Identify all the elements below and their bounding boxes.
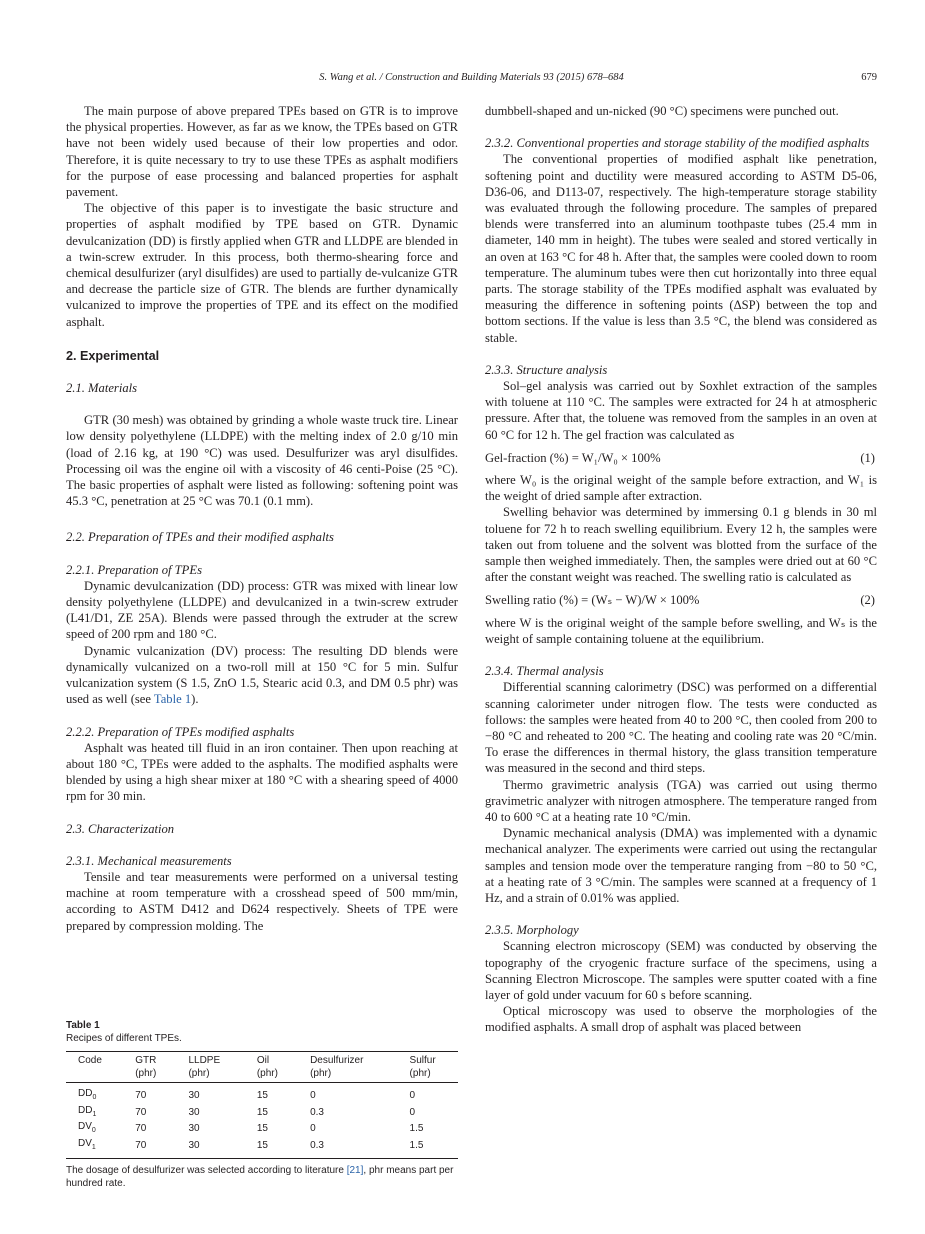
table-cell: 30	[188, 1123, 200, 1134]
table-cell: 1.5	[409, 1139, 424, 1151]
section-2-1-heading: 2.1. Materials	[66, 381, 138, 396]
table-cell: 15	[256, 1123, 268, 1134]
table-row	[66, 1083, 458, 1105]
section-2-3-5-heading: 2.3.5. Morphology	[485, 923, 579, 938]
table-header-cell	[398, 1052, 458, 1083]
header-label: Sulfur	[409, 1055, 436, 1066]
equation-2-text: Swelling ratio (%) = (Wₛ − W)/W × 100%	[485, 593, 700, 608]
table-1-footnote	[66, 1164, 458, 1190]
section-2-3-heading: 2.3. Characterization	[66, 821, 175, 836]
code-subscript: 1	[91, 1143, 96, 1151]
table-header-cell	[245, 1052, 298, 1083]
table-1-label: Table 1	[66, 1020, 100, 1031]
table-cell: 30	[188, 1106, 200, 1118]
table-body	[66, 1083, 458, 1159]
right-column	[485, 103, 877, 1036]
header-label: GTR	[135, 1055, 157, 1066]
equation-1-where: where W₀ is the original weight of the sample before extraction, and W₁ is the weight of dried sample after extraction.	[485, 473, 877, 504]
code-subscript: 1	[92, 1110, 97, 1118]
table-1-link[interactable]: Table 1	[153, 692, 192, 707]
sem-paragraph: Scanning electron microscopy (SEM) was conducted by observing the topography of the cryogenic fracture surface of the specimens, using a Scanning Electron Microscope. The samples were sputter coated with a fine layer of gold under vacuum for 60 s before scanning.	[485, 939, 877, 1002]
dma-paragraph: Dynamic mechanical analysis (DMA) was implemented with a dynamic mechanical analyzer. The experiments were carried out using the rectangular samples and tension mode over the temperature ranging from −80 to 50 °C, at a heating rate of 3 °C/min. The samples were scanned at a frequency of 1 Hz, and a strain of 0.01% was applied.	[485, 826, 877, 905]
table-row	[66, 1105, 458, 1122]
header-unit: (phr)	[310, 1067, 332, 1079]
table-cell: 70	[135, 1090, 147, 1101]
table-header-row	[66, 1052, 458, 1083]
header-unit: (phr)	[409, 1067, 431, 1079]
row-code-cell	[66, 1121, 123, 1138]
dv-process-end: ).	[191, 692, 199, 707]
intro-paragraph-1: The main purpose of above prepared TPEs based on GTR is to improve the physical properties. However, as far as we know, the TPEs based on GTR have not been widely used because of their low properties and odor. Therefore, it is quite necessary to try to use these TPEs as asphalt modifiers for the purpose of ease processing and balanced properties for asphalt pavement.	[66, 104, 458, 200]
table-header-cell	[176, 1052, 244, 1083]
table-cell: 0	[310, 1090, 316, 1101]
section-2-3-1-heading: 2.3.1. Mechanical measurements	[66, 853, 232, 868]
table-cell: 0	[409, 1090, 416, 1101]
section-2-3-2-heading: 2.3.2. Conventional properties and storage stability of the modified asphalts	[485, 136, 870, 151]
header-unit: (phr)	[188, 1067, 210, 1079]
code-base: DV	[78, 1121, 92, 1132]
table-header-cell	[123, 1052, 176, 1083]
section-2-2-2-heading: 2.2.2. Preparation of TPEs modified asphalts	[66, 724, 295, 739]
table-cell: 0	[310, 1123, 316, 1134]
optical-microscopy-paragraph: Optical microscopy was used to observe the morphologies of the modified asphalts. A small drop of asphalt was placed between	[485, 1004, 877, 1035]
section-2-2-1-heading: 2.2.1. Preparation of TPEs	[66, 562, 202, 577]
equation-2-number: (2)	[860, 593, 875, 608]
header-label: Desulfurizer	[310, 1055, 364, 1066]
row-code-cell	[66, 1138, 123, 1159]
left-column	[66, 103, 458, 934]
table-cell: 0	[409, 1106, 416, 1118]
header-unit: (phr)	[135, 1067, 157, 1079]
tga-paragraph: Thermo gravimetric analysis (TGA) was carried out using thermo gravimetric analyzer with nitrogen atmosphere. The temperature ranged from 40 to 600 °C at a heating rate 10 °C/min.	[485, 777, 877, 824]
row-code-cell	[66, 1105, 123, 1122]
header-unit	[78, 1068, 119, 1081]
table-row	[66, 1138, 458, 1159]
dv-process-text: Dynamic vulcanization (DV) process: The resulting DD blends were dynamically vulcanized on a two-roll mill at 150 °C for 5 min. Sulfur vulcanization system (S 1.5, ZnO 1.5, Stearic acid 0.3, and DM 0.5 phr) was used as well (see	[66, 643, 458, 707]
table-cell: 70	[135, 1106, 147, 1118]
table-cell: 0.3	[310, 1106, 324, 1118]
table-cell: 15	[256, 1139, 268, 1151]
conventional-properties-paragraph: The conventional properties of modified asphalt like penetration, softening point and ductility were measured according to ASTM D5-06, D36-06, and D113-07, respectively. The high-temperature storage stability was evaluated through the following procedure. The samples of prepared blends were transferred into an aluminum toothpaste tubes (25.4 mm in diameter, 140 mm in height). The tubes were sealed and stored vertically in an oven at 163 °C for 48 h. After that, the samples were cooled down to room temperature. The aluminum tubes were then cut horizontally into three equal parts. The storage stability of the TPEs modified asphalt was evaluated by measuring the difference in softening points (ΔSP) between the top and bottom sections. If the value is less than 3.5 °C, the blend was considered as stable.	[485, 152, 877, 345]
table-cell: 70	[135, 1123, 147, 1134]
table-row	[66, 1121, 458, 1138]
table-cell: 15	[256, 1106, 268, 1118]
table-1-caption: Recipes of different TPEs.	[66, 1033, 182, 1044]
section-2-heading: 2. Experimental	[66, 348, 160, 363]
mechanical-paragraph: Tensile and tear measurements were performed on a universal testing machine at room temperature with a crosshead speed of 500 mm/min, according to ASTM D412 and D624 respectively. Sheets of TPE were prepared by compression molding. The	[66, 869, 458, 933]
dv-process-paragraph	[66, 643, 458, 708]
equation-1-number: (1)	[860, 450, 875, 465]
table-cell: 0.3	[310, 1139, 324, 1151]
section-2-3-3-heading: 2.3.3. Structure analysis	[485, 362, 608, 377]
header-label: LLDPE	[188, 1055, 221, 1066]
intro-paragraph-2: The objective of this paper is to investigate the basic structure and properties of asphalt modified by TPE based on GTR. Dynamic devulcanization (DD) is firstly applied when GTR and LLDPE are blended in a twin-screw extruder. In this process, both thermo-shearing force and chemical desulfurizer (aryl disulfides) are used to partially de-vulcanize GTR and decrease the particle size of GTR. The blends are further dynamically vulcanized to improve the properties of TPE and its effect on the modified asphalt.	[66, 201, 458, 329]
code-base: DV	[78, 1137, 92, 1149]
equation-2-where: where W is the original weight of the sample before swelling, and Wₛ is the weight of sample containing toluene at the equilibrium.	[485, 615, 877, 646]
running-header	[66, 72, 877, 88]
table-header-cell	[66, 1052, 123, 1083]
header-label: Code	[78, 1055, 102, 1066]
table-cell: 1.5	[409, 1123, 424, 1134]
header-unit: (phr)	[256, 1067, 278, 1079]
table-cell: 15	[256, 1090, 268, 1101]
header-label: Oil	[256, 1055, 270, 1066]
table-cell: 30	[188, 1139, 200, 1151]
page-number: 679	[861, 72, 877, 83]
footnote-text: The dosage of desulfurizer was selected according to literature	[66, 1165, 347, 1176]
code-base: DD	[78, 1088, 93, 1099]
row-code-cell	[66, 1083, 123, 1105]
table-cell: 30	[188, 1090, 200, 1101]
sol-gel-paragraph: Sol–gel analysis was carried out by Soxhlet extraction of the samples with toluene at 110 °C. The samples were extracted for 24 h at atmospheric pressure. After that, the toluene was removed from the samples in an oven at 60 °C for 12 h. The gel fraction was calculated as	[485, 379, 877, 442]
table-1	[66, 1019, 458, 1190]
equation-1	[485, 450, 877, 466]
equation-2	[485, 592, 877, 608]
table-header-cell	[298, 1052, 397, 1083]
section-2-3-4-heading: 2.3.4. Thermal analysis	[485, 664, 604, 679]
code-base: DD	[78, 1104, 93, 1116]
reference-21-link[interactable]: [21]	[346, 1165, 364, 1176]
dd-process-paragraph: Dynamic devulcanization (DD) process: GTR was mixed with linear low density polyethylene (LLDPE) and devulcanized in a twin-screw extruder (L41/D1, ZE 25A). Blends were passed through the extruder at the screw speed of 200 rpm and 180 °C.	[66, 578, 458, 642]
modified-asphalt-paragraph: Asphalt was heated till fluid in an iron container. Then upon reaching at about 180 °C, TPEs were added to the asphalts. The modified asphalts were blended by using a high shear mixer at 180 °C with a shearing speed of 4000 rpm for 30 min.	[66, 740, 458, 804]
footnote-end: , phr means part per hundred rate.	[66, 1165, 454, 1189]
code-subscript: 0	[92, 1094, 97, 1101]
equation-1-text: Gel-fraction (%) = W₁/W₀ × 100%	[485, 450, 661, 465]
continued-paragraph: dumbbell-shaped and un-nicked (90 °C) specimens were punched out.	[485, 104, 839, 118]
recipes-table	[66, 1051, 458, 1159]
table-cell: 70	[135, 1139, 147, 1151]
section-2-2-heading: 2.2. Preparation of TPEs and their modified asphalts	[66, 530, 334, 545]
swelling-paragraph: Swelling behavior was determined by immersing 0.1 g blends in 30 ml toluene for 72 h to reach swelling equilibrium. Every 12 h, the samples were taken out from toluene and the solvent was blotted from the surface of the sample then weighed immediately. Then, the samples were dried out at 60 °C after the constant weight was reached. The swelling ratio is calculated as	[485, 505, 877, 585]
code-subscript: 0	[91, 1127, 96, 1134]
dsc-paragraph: Differential scanning calorimetry (DSC) was performed on a differential scanning calorimeter under nitrogen flow. The tests were conducted as follows: the samples were heated from 40 to 200 °C, then cooled from 200 to −80 °C and reheated to 200 °C. The heating and cooling rate was 20 °C/min. To erase the differences in thermal history, the glass transition temperature was measured in the second and third steps.	[485, 680, 877, 776]
running-title: S. Wang et al. / Construction and Building Materials 93 (2015) 678–684	[319, 72, 624, 83]
materials-paragraph: GTR (30 mesh) was obtained by grinding a whole waste truck tire. Linear low density polyethylene (LLDPE) with the melting index of 2.0 g/10 min (load of 2.16 kg, at 190 °C) was used. Desulfurizer was aryl disulfides. Processing oil was the engine oil with a viscosity of 46 centi-Poise (25 °C). The basic properties of asphalt were listed as following: softening point was 45.3 °C, penetration at 25 °C was 70.1 (0.1 mm).	[66, 413, 458, 509]
